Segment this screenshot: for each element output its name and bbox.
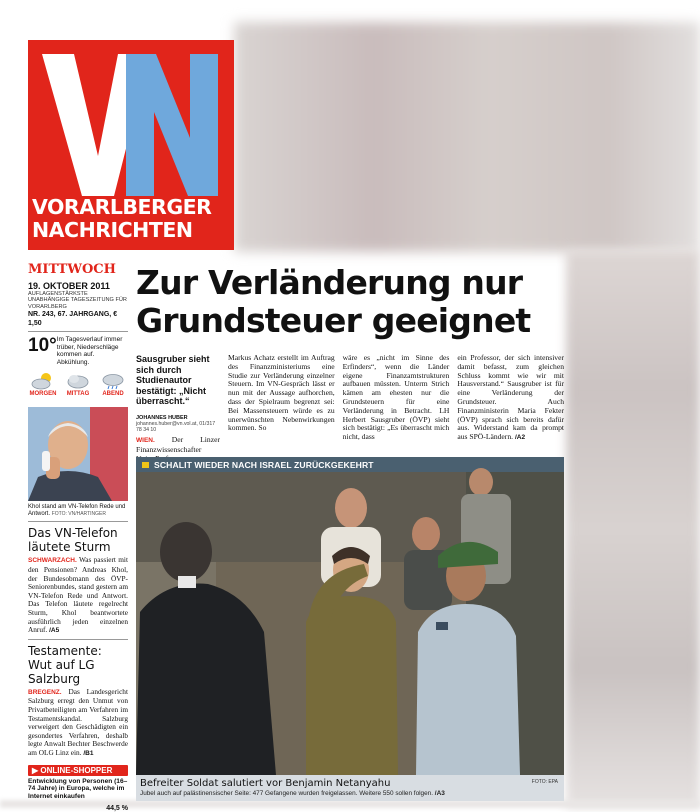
story-headline[interactable]: Das VN-Telefon läutete Sturm [28, 526, 118, 555]
headline-line-1: Zur Verländerung nur [136, 263, 523, 302]
badge-label: ONLINE-SHOPPER [40, 765, 113, 775]
kicker-marker-icon [142, 462, 149, 468]
rain-cloud-icon [100, 372, 126, 390]
divider [28, 639, 128, 640]
dateline: BREGENZ. [28, 688, 62, 696]
divider [28, 521, 128, 522]
weather-period-label: MITTAG [66, 390, 90, 397]
page-reference[interactable]: /A3 [434, 790, 445, 797]
weather-period-label: ABEND [102, 390, 124, 397]
issue-info: NR. 243, 67. JAHRGANG, € 1,50 [28, 311, 118, 328]
temperature: 10° [28, 335, 57, 357]
kicker-text: SCHALIT WIEDER NACH ISRAEL ZURÜCKGEKEHRT [154, 459, 374, 470]
lead-body [136, 354, 564, 463]
weather-icons [28, 372, 128, 397]
weather-period-label: MORGEN [29, 390, 57, 397]
weather-box [28, 336, 128, 366]
weather-text: Im Tagesverlauf immer trüber, Niederschläge kommen auf. Abkühlung. [56, 336, 123, 366]
story-text [28, 688, 128, 759]
dateline: SCHWARZACH. [28, 557, 77, 565]
subcaption-text: Jubel auch auf palästinensischer Seite: 477 Gefangene wurden freigelassen. Weitere 550 sollen folgen. [140, 790, 433, 797]
portrait-illustration [28, 407, 128, 501]
page-reference[interactable]: /A5 [49, 627, 60, 635]
cloud-sun-icon [30, 372, 56, 390]
schalit-photo[interactable] [136, 472, 564, 775]
article-column-3 [457, 354, 564, 463]
photo-credit: FOTO: VN/HARTINGER [51, 511, 106, 517]
vn-logo-mark [40, 46, 222, 196]
weather-period-morning [28, 372, 58, 397]
weather-period-evening [98, 372, 128, 397]
author-name: JOHANNES HUBER [136, 414, 188, 421]
page-reference[interactable]: /A2 [514, 434, 526, 442]
article-columns [228, 354, 564, 463]
masthead-logo[interactable] [28, 40, 234, 250]
online-shopper-text: Entwicklung von Personen (16–74 Jahre) in Europa, welche im Internet einkaufen [28, 777, 128, 801]
story-body: Das Landesgericht Salzburg erregt den Unmut von Privatbeteiligten am Verfahren im Testamentskandal. Salzburg verweigert den Geschädigten ein gesondertes Verfahren, deshalb legte Anwalt Bechter Beschwerde am OLG Linz ein. [28, 686, 128, 757]
photo-caption-headline[interactable]: Befreiter Soldat salutiert vor Benjamin Netanyahu [140, 778, 391, 789]
lead-story [136, 262, 564, 463]
masthead-line-1: VORARLBERGER [32, 195, 212, 219]
online-shopper-value: 44,5 % [106, 804, 128, 812]
photo-caption-box [136, 775, 564, 801]
date: 19. OKTOBER 2011 [28, 281, 110, 291]
weather-period-noon [63, 372, 93, 397]
online-shopper-badge[interactable] [28, 765, 128, 776]
divider [28, 331, 128, 332]
article-column-1: Markus Achatz erstellt im Auftrag des Finanzministeriums eine Studie zur Verländerung einzelner Steuern. Im VN-Gespräch lässt er nun mit der Aussage aufhorchen, dass der Spielraum begrenzt sei: Bei Massensteuern würde es zu unerwünschten Nebenwirkungen kommen. So [228, 353, 335, 433]
blurred-advertisement-top [234, 22, 700, 252]
story-body: Was passiert mit den Pensionen? Andreas Khol, der Bundesobmann des ÖVP-Seniorenbundes, stand gestern am VN-Telefon Rede und Antwort. Das Telefon läutete regelrecht Sturm, Khol beantwortete ausführlich jeden einzelnen Anruf. [28, 555, 128, 635]
arrow-right-icon: ▶ [32, 765, 41, 775]
subheadline: Sausgruber sieht sich durch Studienautor bestätigt: „Nicht überrascht.“ [136, 354, 210, 407]
tagline: AUFLAGENSTÄRKSTE UNABHÄNGIGE TAGESZEITUNG FÜR VORARLBERG [28, 291, 127, 310]
masthead-name [32, 196, 232, 242]
headline-line-2: Grundsteuer geeignet [136, 301, 531, 340]
intro-text: Der Linzer Finanzwissenschafter [136, 434, 220, 454]
story-text [28, 556, 128, 635]
photo-story-kicker-bar [136, 457, 564, 472]
column-text: ein Professor, der sich intensiver damit befasst, zum gleichen Schluss kommt wie wir mit Hausverstand.“ Sausgruber ist für eine Verländerung der Grundsteuer. Auch Finanzministerin Maria Fekter (ÖVP) sprach sich bereits dafür aus. Widerstand kam da prompt aus SPÖ-Ländern. [457, 353, 565, 442]
masthead-line-2: NACHRICHTEN [32, 218, 193, 242]
cloud-icon [65, 372, 91, 390]
article-column-2: wäre es „nicht im Sinne des Erfinders“, wenn die Länder eigene Finanzamtstrukturen aufbauen müssten. Unterm Strich kämen am ehesten nur die Grundsteuern für eine Verländerung in Betracht. LH Herbert Sausgruber (ÖVP) sieht sich bestätigt: „Es überrascht mich nicht, dass [342, 353, 450, 442]
dateline: WIEN. [136, 436, 155, 444]
lead-intro [136, 354, 220, 463]
story-headline[interactable]: Testamente: Wut auf LG Salzburg [28, 643, 102, 686]
lead-headline[interactable] [136, 264, 564, 340]
photo-caption [28, 504, 128, 519]
left-column [28, 262, 128, 812]
caption-text: Khol stand am VN-Telefon Rede und Antwort. [28, 503, 126, 517]
blurred-advertisement-right [566, 250, 700, 808]
photo-subcaption [136, 790, 564, 798]
khol-photo[interactable] [28, 407, 128, 501]
page-reference[interactable]: /B1 [83, 749, 94, 757]
photo-credit: FOTO: EPA [531, 779, 558, 785]
scene-illustration [136, 472, 564, 775]
author-contact[interactable]: johannes.huber@vn.vol.at, 01/317 78 34 10 [136, 420, 216, 433]
weekday: MITTWOCH [28, 262, 116, 277]
